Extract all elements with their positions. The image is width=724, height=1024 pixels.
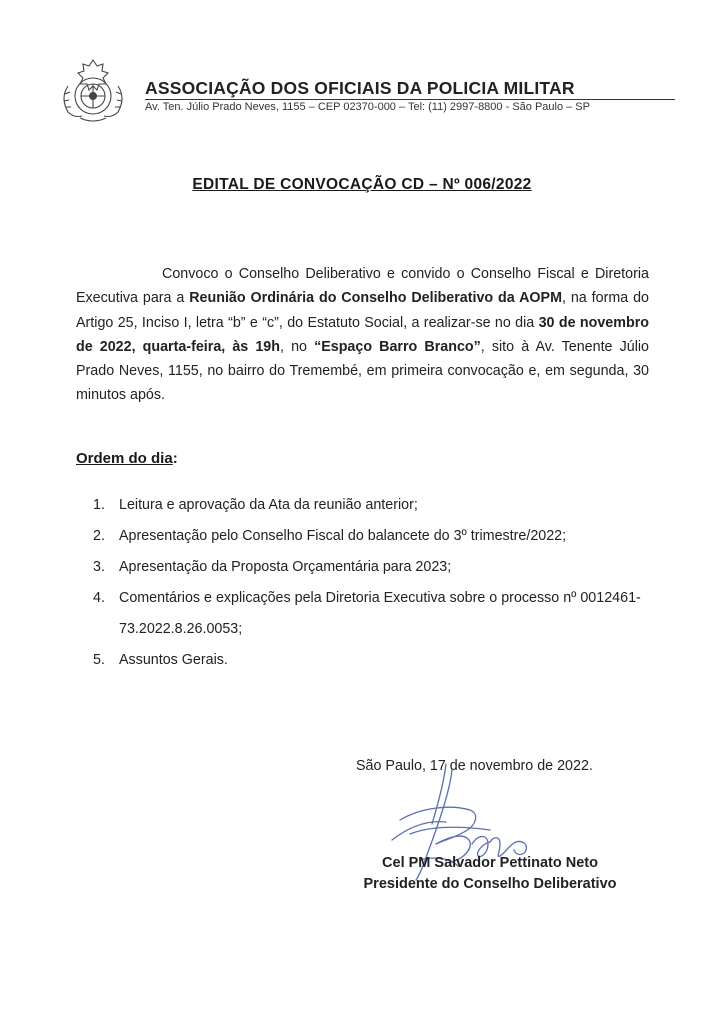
agenda-list <box>93 490 663 676</box>
letterhead-divider <box>145 99 675 100</box>
agenda-item-number: 1. <box>93 497 105 513</box>
meeting-name: Reunião Ordinária do Conselho Deliberativo da AOPM <box>189 290 562 307</box>
closing-date: São Paulo, 17 de novembro de 2022. <box>356 758 593 774</box>
edital-title: EDITAL DE CONVOCAÇÃO CD – Nº 006/2022 <box>192 176 532 193</box>
agenda-item <box>93 521 663 552</box>
agenda-item-text: Assuntos Gerais. <box>119 652 228 668</box>
organization-address: Av. Ten. Júlio Prado Neves, 1155 – CEP 02370-000 – Tel: (11) 2997-8800 - São Paulo – SP <box>145 101 590 113</box>
agenda-item <box>93 490 663 521</box>
agenda-heading-colon: : <box>172 450 178 467</box>
agenda-heading <box>76 450 178 467</box>
aopm-emblem-icon <box>50 56 136 126</box>
signer-title: Presidente do Conselho Deliberativo <box>363 876 617 892</box>
agenda-heading-label: Ordem do dia <box>76 450 173 467</box>
paragraph-text-4: , sito à Av. Tenente Júlio Prado Neves, 1155, no bairro do Tremembé, em primeira convocação e, em segunda, 30 minutos após. <box>76 338 649 404</box>
convocation-paragraph <box>76 262 649 408</box>
agenda-item-number: 5. <box>93 652 105 668</box>
meeting-date: 30 de novembro de 2022, quarta-feira, às 19h <box>76 314 649 355</box>
signer-block <box>330 853 650 895</box>
agenda-item <box>93 583 663 645</box>
agenda-item <box>93 552 663 583</box>
agenda-item-number: 4. <box>93 590 105 606</box>
meeting-venue: “Espaço Barro Branco” <box>314 338 481 355</box>
agenda-item-text: Apresentação pelo Conselho Fiscal do balancete do 3º trimestre/2022; <box>119 528 567 544</box>
paragraph-text-3: , no <box>280 338 315 355</box>
agenda-item <box>93 645 663 676</box>
agenda-item-text: Leitura e aprovação da Ata da reunião anterior; <box>119 497 418 513</box>
organization-name: ASSOCIAÇÃO DOS OFICIAIS DA POLICIA MILITAR <box>145 78 575 98</box>
agenda-item-number: 2. <box>93 528 105 544</box>
agenda-item-text: Comentários e explicações pela Diretoria Executiva sobre o processo nº 0012461-73.2022.8.26.0053; <box>119 590 641 637</box>
signer-name: Cel PM Salvador Pettinato Neto <box>382 855 598 871</box>
paragraph-text-2: , na forma do Artigo 25, Inciso I, letra “b” e “c”, do Estatuto Social, a realizar-se no dia <box>76 290 649 331</box>
agenda-item-number: 3. <box>93 559 105 575</box>
agenda-item-text: Apresentação da Proposta Orçamentária para 2023; <box>119 559 452 575</box>
letterhead <box>50 56 690 126</box>
paragraph-text-1: Convoco o Conselho Deliberativo e convido o Conselho Fiscal e Diretoria Executiva para a <box>76 266 649 307</box>
